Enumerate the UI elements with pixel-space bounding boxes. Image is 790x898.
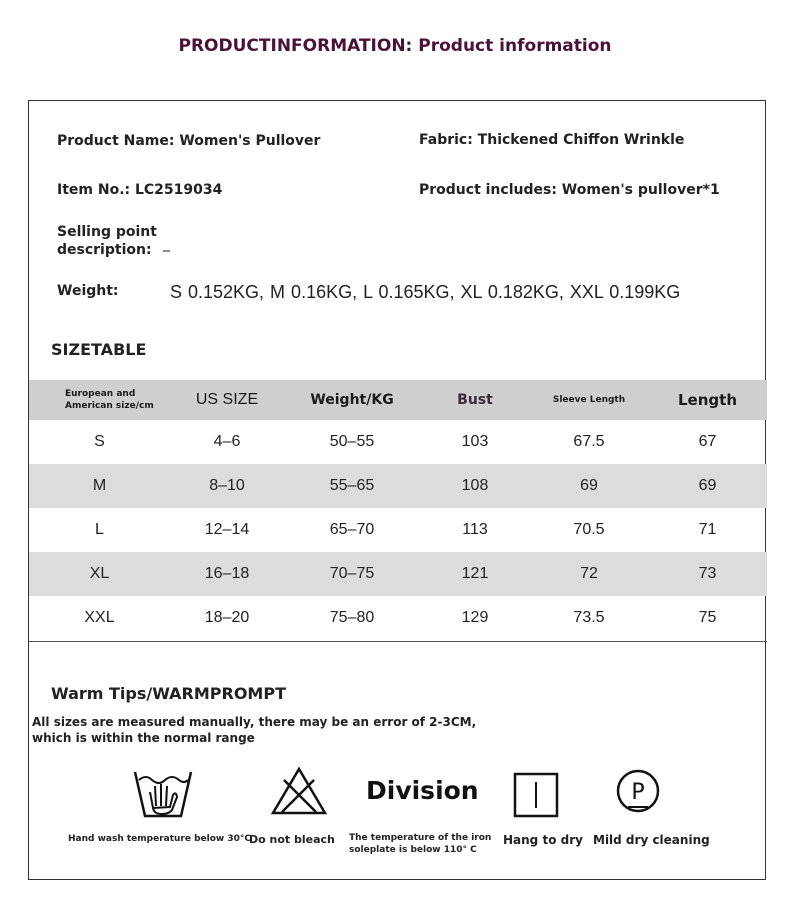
product-includes: Product includes: Women's pullover*1 <box>419 182 720 198</box>
cell-us-size: 8–10 <box>209 477 245 494</box>
header-eu-size-line1: European and <box>65 389 136 399</box>
division-text: Division <box>366 776 479 805</box>
hang-dry-label: Hang to dry <box>503 833 583 847</box>
size-table-header-row <box>29 380 767 420</box>
header-eu-size <box>29 380 170 420</box>
header-bust: Bust <box>457 392 493 408</box>
cell-eu-size: M <box>92 477 107 494</box>
iron-temperature-line1: The temperature of the iron <box>349 833 492 843</box>
cell-length: 67 <box>698 433 717 450</box>
table-row <box>29 420 767 464</box>
cell-bust: 129 <box>461 609 489 626</box>
cell-length: 69 <box>698 477 717 494</box>
cell-us-size: 16–18 <box>204 565 250 582</box>
cell-us-size: 4–6 <box>213 433 241 450</box>
size-table <box>29 380 767 640</box>
selling-point-value: _ <box>163 236 170 252</box>
iron-temperature-line2: soleplate is below 110° C <box>349 845 477 855</box>
product-name: Product Name: Women's Pullover <box>57 133 321 149</box>
cell-sleeve-length: 70.5 <box>573 521 605 538</box>
hand-wash-icon <box>132 766 194 820</box>
cell-length: 75 <box>698 609 717 626</box>
warm-tips-title: Warm Tips/WARMPROMPT <box>51 684 286 703</box>
cell-eu-size: L <box>95 521 104 538</box>
hang-dry-icon <box>513 772 559 818</box>
table-row <box>29 552 767 596</box>
header-weight: Weight/KG <box>310 392 394 408</box>
warm-tips-note-line2: which is within the normal range <box>32 731 255 745</box>
dry-clean-icon <box>615 768 661 814</box>
selling-point-label-line2: description: <box>57 242 152 258</box>
cell-sleeve-length: 72 <box>580 565 598 582</box>
cell-length: 71 <box>698 521 717 538</box>
header-sleeve-length: Sleeve Length <box>552 395 626 405</box>
table-row <box>29 596 767 640</box>
section-divider <box>29 641 767 642</box>
cell-bust: 108 <box>461 477 489 494</box>
item-number: Item No.: LC2519034 <box>57 182 223 198</box>
page-title: PRODUCTINFORMATION: Product information <box>178 36 612 56</box>
warm-tips-note <box>32 714 476 746</box>
table-row <box>29 464 767 508</box>
cell-eu-size: XL <box>89 565 110 582</box>
weight-label: Weight: <box>57 283 119 299</box>
selling-point-label-line1: Selling point <box>57 224 157 240</box>
header-length: Length <box>678 391 737 409</box>
cell-weight: 55–65 <box>329 477 375 494</box>
iron-temperature-label <box>349 832 491 856</box>
cell-sleeve-length: 69 <box>580 477 598 494</box>
hand-wash-label: Hand wash temperature below 30°C <box>68 834 251 844</box>
cell-weight: 75–80 <box>329 609 375 626</box>
cell-weight: 50–55 <box>329 433 375 450</box>
cell-bust: 103 <box>461 433 489 450</box>
cell-bust: 121 <box>461 565 489 582</box>
cell-weight: 65–70 <box>329 521 375 538</box>
cell-sleeve-length: 73.5 <box>573 609 605 626</box>
cell-length: 73 <box>698 565 717 582</box>
selling-point-label <box>57 223 157 259</box>
size-table-title: SIZETABLE <box>51 340 147 359</box>
header-us-size: US SIZE <box>195 391 259 408</box>
header-eu-size-line2: American size/cm <box>65 401 154 411</box>
cell-us-size: 18–20 <box>204 609 250 626</box>
cell-bust: 113 <box>462 521 488 538</box>
dry-clean-symbol: P <box>631 780 645 805</box>
no-bleach-label: Do not bleach <box>249 833 335 846</box>
cell-weight: 70–75 <box>329 565 375 582</box>
cell-eu-size: XXL <box>84 609 115 626</box>
warm-tips-note-line1: All sizes are measured manually, there may be an error of 2-3CM, <box>32 715 477 729</box>
cell-us-size: 12–14 <box>204 521 250 538</box>
weight-values: S 0.152KG, M 0.16KG, L 0.165KG, XL 0.182KG, XXL 0.199KG <box>170 282 681 302</box>
product-fabric: Fabric: Thickened Chiffon Wrinkle <box>419 132 685 148</box>
cell-sleeve-length: 67.5 <box>573 433 605 450</box>
no-bleach-icon <box>270 766 328 816</box>
table-row <box>29 508 767 552</box>
cell-eu-size: S <box>94 433 105 450</box>
dry-clean-label: Mild dry cleaning <box>593 833 710 847</box>
